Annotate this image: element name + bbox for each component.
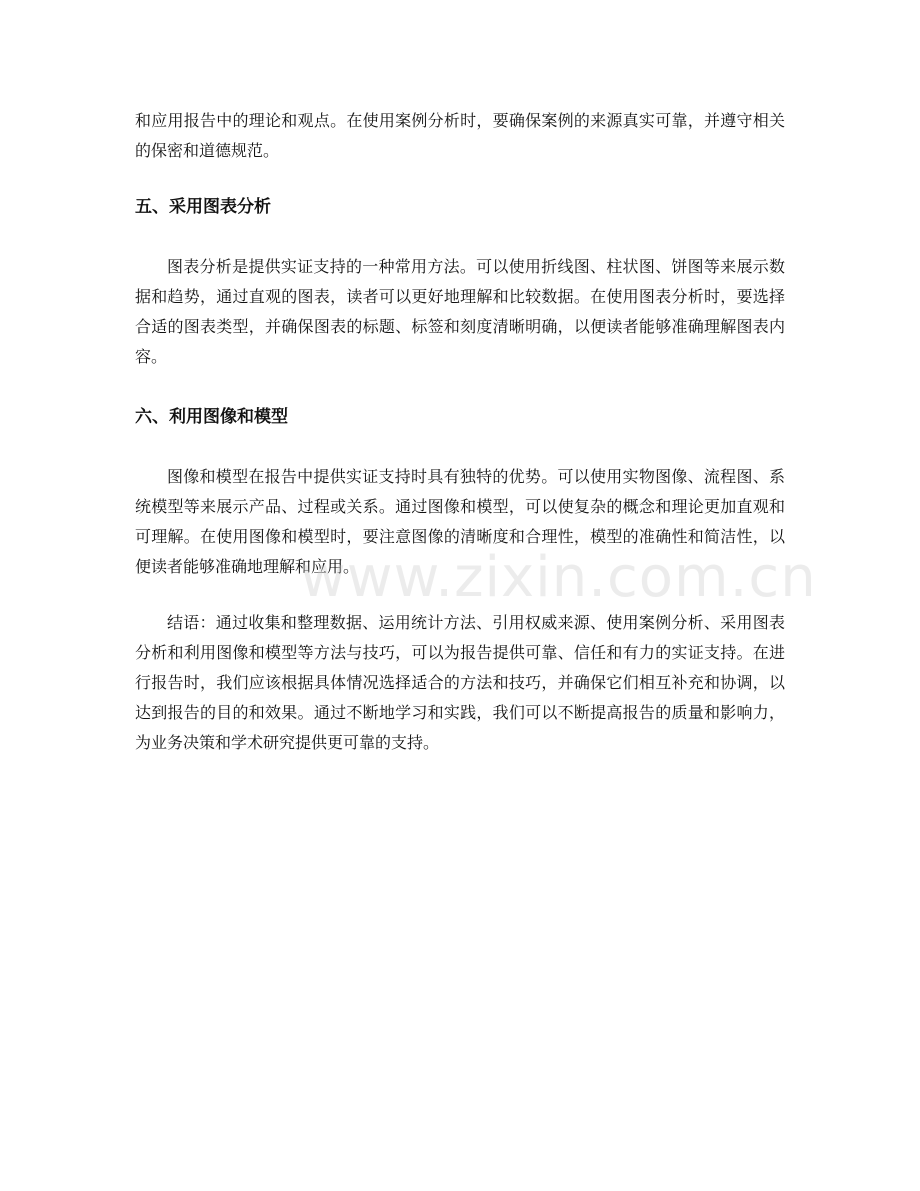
- section-body-images-models: 图像和模型在报告中提供实证支持时具有独特的优势。可以使用实物图像、流程图、系统模型等来展示产品、过程或关系。通过图像和模型，可以使复杂的概念和理论更加直观和可理解。在使用图像和模型时，要注意图像的清晰度和合理性，模型的准确性和简洁性，以便读者能够准确地理解和应用。: [135, 467, 785, 576]
- paragraph-continued: 和应用报告中的理论和观点。在使用案例分析时，要确保案例的来源真实可靠，并遵守相关的保密和道德规范。: [135, 111, 785, 160]
- section-heading-charts: 五、采用图表分析: [135, 197, 271, 217]
- watermark: www.zixin.com.cn: [300, 545, 817, 610]
- document-body: [135, 106, 785, 758]
- section-heading-images-models: 六、利用图像和模型: [135, 407, 288, 427]
- conclusion-paragraph: 结语：通过收集和整理数据、运用统计方法、引用权威来源、使用案例分析、采用图表分析和利用图像和模型等方法与技巧，可以为报告提供可靠、信任和有力的实证支持。在进行报告时，我们应该根据具体情况选择适合的方法和技巧，并确保它们相互补充和协调，以达到报告的目的和效果。通过不断地学习和实践，我们可以不断提高报告的质量和影响力，为业务决策和学术研究提供更可靠的支持。: [135, 613, 785, 752]
- section-body-charts: 图表分析是提供实证支持的一种常用方法。可以使用折线图、柱状图、饼图等来展示数据和趋势，通过直观的图表，读者可以更好地理解和比较数据。在使用图表分析时，要选择合适的图表类型，并确保图表的标题、标签和刻度清晰明确，以便读者能够准确理解图表内容。: [135, 257, 785, 366]
